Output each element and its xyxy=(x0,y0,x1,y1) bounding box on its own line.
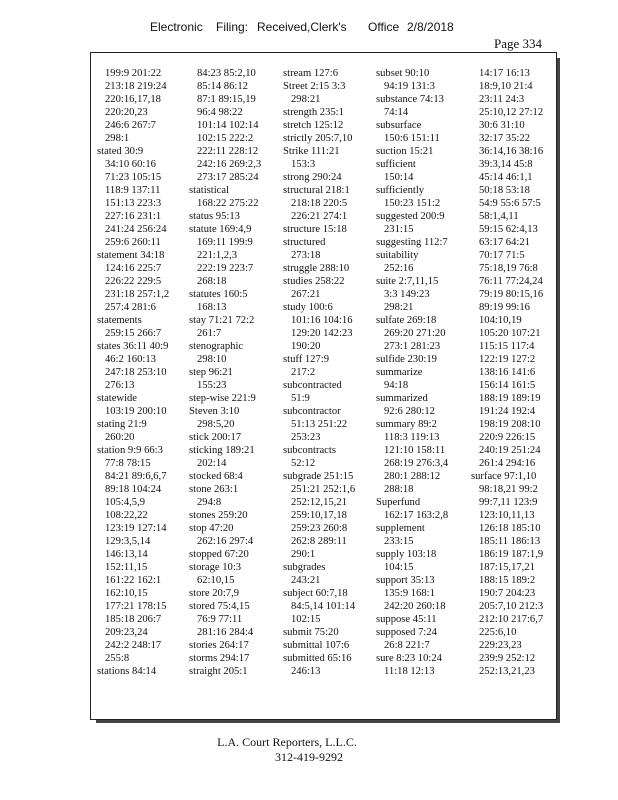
index-line: 52:12 xyxy=(291,458,316,469)
index-line: sure 8:23 10:24 xyxy=(376,653,442,664)
index-line: 153:3 xyxy=(291,159,316,170)
index-line: Street 2:15 3:3 xyxy=(283,81,346,92)
index-line: 76:9 77:11 xyxy=(197,614,243,625)
index-line: straight 205:1 xyxy=(189,666,248,677)
index-line: store 20:7,9 xyxy=(189,588,240,599)
index-line: 51:9 xyxy=(291,393,310,404)
index-line: 273:18 xyxy=(291,250,321,261)
index-line: 298:10 xyxy=(197,354,227,365)
index-line: stories 264:17 xyxy=(189,640,249,651)
index-line: stretch 125:12 xyxy=(283,120,344,131)
index-line: sulfide 230:19 xyxy=(376,354,437,365)
index-line: 30:6 31:10 xyxy=(479,120,525,131)
index-line: 3:3 149:23 xyxy=(384,289,430,300)
index-column xyxy=(471,67,543,678)
index-column xyxy=(97,67,169,678)
index-line: 94:19 131:3 xyxy=(384,81,435,92)
index-line: 11:18 12:13 xyxy=(384,666,435,677)
index-line: 150:23 151:2 xyxy=(384,198,441,209)
index-line: suite 2:7,11,15 xyxy=(376,276,439,287)
index-line: 280:1 288:12 xyxy=(384,471,441,482)
index-line: 54:9 55:6 57:5 xyxy=(479,198,541,209)
index-line: subsurface xyxy=(376,120,422,131)
index-line: 177:21 178:15 xyxy=(105,601,167,612)
index-line: 212:10 217:6,7 xyxy=(479,614,544,625)
index-line: 251:21 252:1,6 xyxy=(291,484,356,495)
index-line: Steven 3:10 xyxy=(189,406,240,417)
index-line: 14:17 16:13 xyxy=(479,68,530,79)
index-line: 76:11 77:24,24 xyxy=(479,276,543,287)
index-line: 102:15 xyxy=(291,614,321,625)
index-line: 257:4 281:6 xyxy=(105,302,156,313)
index-line: 138:16 141:6 xyxy=(479,367,536,378)
index-line: 84:23 85:2,10 xyxy=(197,68,256,79)
index-line: 288:18 xyxy=(384,484,414,495)
index-line: submitted 65:16 xyxy=(283,653,352,664)
index-line: 186:19 187:1,9 xyxy=(479,549,544,560)
index-line: 36:14,16 38:16 xyxy=(479,146,544,157)
index-line: 168:22 275:22 xyxy=(197,198,259,209)
index-line: structural 218:1 xyxy=(283,185,350,196)
index-line: strictly 205:7,10 xyxy=(283,133,353,144)
index-line: 298:21 xyxy=(291,94,321,105)
index-line: 150:14 xyxy=(384,172,414,183)
index-line: 124:16 225:7 xyxy=(105,263,162,274)
index-line: stopped 67:20 xyxy=(189,549,249,560)
index-line: 50:18 53:18 xyxy=(479,185,530,196)
index-line: 246:6 267:7 xyxy=(105,120,156,131)
index-line: 32:17 35:22 xyxy=(479,133,530,144)
index-line: 226:21 274:1 xyxy=(291,211,348,222)
index-line: 123:19 127:14 xyxy=(105,523,167,534)
index-line: stay 71:21 72:2 xyxy=(189,315,255,326)
index-line: 220:16,17,18 xyxy=(105,94,161,105)
index-line: sticking 189:21 xyxy=(189,445,255,456)
index-line: subcontracted xyxy=(283,380,342,391)
index-line: 87:1 89:15,19 xyxy=(197,94,256,105)
index-line: 188:15 189:2 xyxy=(479,575,536,586)
index-line: 227:16 231:1 xyxy=(105,211,162,222)
index-line: studies 258:22 xyxy=(283,276,345,287)
index-line: 89:19 99:16 xyxy=(479,302,530,313)
index-line: 85:14 86:12 xyxy=(197,81,248,92)
index-line: 162:10,15 xyxy=(105,588,148,599)
index-line: strong 290:24 xyxy=(283,172,342,183)
index-line: 162:17 163:2,8 xyxy=(384,510,449,521)
index-line: 221:1,2,3 xyxy=(197,250,238,261)
index-line: 202:14 xyxy=(197,458,227,469)
index-line: stenographic xyxy=(189,341,244,352)
index-line: 225:6,10 xyxy=(479,627,517,638)
index-line: subject 60:7,18 xyxy=(283,588,348,599)
index-line: 268:18 xyxy=(197,276,227,287)
index-line: 190:7 204:23 xyxy=(479,588,536,599)
index-line: 126:18 185:10 xyxy=(479,523,541,534)
index-line: 276:13 xyxy=(105,380,135,391)
index-line: 51:13 251:22 xyxy=(291,419,348,430)
index-line: stored 75:4,15 xyxy=(189,601,250,612)
index-line: 115:15 117:4 xyxy=(479,341,535,352)
index-line: 243:21 xyxy=(291,575,321,586)
index-line: sulfate 269:18 xyxy=(376,315,437,326)
index-line: 118:9 137:11 xyxy=(105,185,161,196)
index-line: summarize xyxy=(376,367,423,378)
index-line: 123:10,11,13 xyxy=(479,510,535,521)
frame-shadow-bottom xyxy=(96,720,560,723)
index-line: suitability xyxy=(376,250,419,261)
index-line: suggesting 112:7 xyxy=(376,237,448,248)
header-office: Office xyxy=(368,20,400,34)
index-line: 46:2 160:13 xyxy=(105,354,156,365)
index-line: 242:2 248:17 xyxy=(105,640,162,651)
index-line: 222:19 223:7 xyxy=(197,263,254,274)
index-line: submittal 107:6 xyxy=(283,640,350,651)
index-line: stating 21:9 xyxy=(97,419,147,430)
index-line: 146:13,14 xyxy=(105,549,148,560)
index-line: station 9:9 66:3 xyxy=(97,445,163,456)
index-line: strength 235:1 xyxy=(283,107,344,118)
index-line: 151:13 223:3 xyxy=(105,198,162,209)
index-line: statute 169:4,9 xyxy=(189,224,252,235)
index-line: 198:19 208:10 xyxy=(479,419,541,430)
index-line: 191:24 192:4 xyxy=(479,406,536,417)
index-line: 45:14 46:1,1 xyxy=(479,172,533,183)
index-line: 71:23 105:15 xyxy=(105,172,162,183)
index-line: 135:9 168:1 xyxy=(384,588,435,599)
index-line: stuff 127:9 xyxy=(283,354,330,365)
index-line: Superfund xyxy=(376,497,421,508)
index-line: 294:8 xyxy=(197,497,222,508)
index-line: 102:15 222:2 xyxy=(197,133,254,144)
index-line: 261:7 xyxy=(197,328,222,339)
index-line: 190:20 xyxy=(291,341,321,352)
index-line: 267:21 xyxy=(291,289,321,300)
index-line: submit 75:20 xyxy=(283,627,339,638)
index-line: 298:1 xyxy=(105,133,130,144)
index-line: 259:6 260:11 xyxy=(105,237,161,248)
index-line: subset 90:10 xyxy=(376,68,430,79)
index-line: 269:20 271:20 xyxy=(384,328,446,339)
index-line: 168:13 xyxy=(197,302,227,313)
index-line: 25:10,12 27:12 xyxy=(479,107,544,118)
page-number: Page 334 xyxy=(494,36,543,51)
index-line: subcontractor xyxy=(283,406,341,417)
index-line: suppose 45:11 xyxy=(376,614,437,625)
index-line: 129:20 142:23 xyxy=(291,328,353,339)
index-line: stocked 68:4 xyxy=(189,471,243,482)
index-line: stated 30:9 xyxy=(97,146,144,157)
index-line: 187:15,17,21 xyxy=(479,562,535,573)
index-line: 84:5,14 101:14 xyxy=(291,601,356,612)
index-line: 222:11 228:12 xyxy=(197,146,259,157)
index-line: 259:15 266:7 xyxy=(105,328,162,339)
index-line: 231:15 xyxy=(384,224,414,235)
index-line: 298:21 xyxy=(384,302,414,313)
index-line: substance 74:13 xyxy=(376,94,444,105)
index-line: summary 89:2 xyxy=(376,419,437,430)
index-line: 84:21 89:6,6,7 xyxy=(105,471,167,482)
index-line: stick 200:17 xyxy=(189,432,242,443)
header-electronic: Electronic xyxy=(150,20,203,34)
index-line: 94:18 xyxy=(384,380,409,391)
index-line: study 100:6 xyxy=(283,302,333,313)
index-line: 247:18 253:10 xyxy=(105,367,167,378)
index-frame xyxy=(90,52,557,720)
index-line: 185:11 186:13 xyxy=(479,536,541,547)
index-line: 231:18 257:1,2 xyxy=(105,289,170,300)
index-line: 118:3 119:13 xyxy=(384,432,440,443)
index-line: 273:1 281:23 xyxy=(384,341,441,352)
index-line: 209:23,24 xyxy=(105,627,148,638)
index-line: 101:16 104:16 xyxy=(291,315,353,326)
index-line: 239:9 252:12 xyxy=(479,653,536,664)
header-received: Received,Clerk's xyxy=(257,20,347,34)
index-line: 161:22 162:1 xyxy=(105,575,162,586)
index-line: suggested 200:9 xyxy=(376,211,445,222)
index-line: storms 294:17 xyxy=(189,653,250,664)
index-line: subcontracts xyxy=(283,445,336,456)
index-line: 241:24 256:24 xyxy=(105,224,167,235)
index-line: 259:23 260:8 xyxy=(291,523,348,534)
index-line: 79:19 80:15,16 xyxy=(479,289,544,300)
index-line: 240:19 251:24 xyxy=(479,445,541,456)
index-line: 242:20 260:18 xyxy=(384,601,446,612)
index-line: step 96:21 xyxy=(189,367,233,378)
index-line: 104:15 xyxy=(384,562,414,573)
index-line: stations 84:14 xyxy=(97,666,157,677)
index-line: 156:14 161:5 xyxy=(479,380,536,391)
index-line: statutes 160:5 xyxy=(189,289,248,300)
index-line: 169:11 199:9 xyxy=(197,237,253,248)
index-line: 260:20 xyxy=(105,432,135,443)
index-line: 105:4,5,9 xyxy=(105,497,146,508)
index-line: 34:10 60:16 xyxy=(105,159,156,170)
index-line: 233:15 xyxy=(384,536,414,547)
index-line: 298:5,20 xyxy=(197,419,235,430)
index-line: 253:23 xyxy=(291,432,321,443)
index-line: 70:17 71:5 xyxy=(479,250,525,261)
index-line: 242:16 269:2,3 xyxy=(197,159,262,170)
index-line: 122:19 127:2 xyxy=(479,354,536,365)
index-line: supply 103:18 xyxy=(376,549,437,560)
index-line: status 95:13 xyxy=(189,211,240,222)
index-line: 185:18 206:7 xyxy=(105,614,162,625)
index-line: supposed 7:24 xyxy=(376,627,437,638)
index-line: 262:16 297:4 xyxy=(197,536,254,547)
index-line: stone 263:1 xyxy=(189,484,239,495)
index-line: 129:3,5,14 xyxy=(105,536,151,547)
index-line: 62:10,15 xyxy=(197,575,235,586)
index-line: 262:8 289:11 xyxy=(291,536,347,547)
index-line: 104:10,19 xyxy=(479,315,522,326)
index-line: 89:18 104:24 xyxy=(105,484,162,495)
index-line: 74:14 xyxy=(384,107,409,118)
index-column xyxy=(189,67,261,678)
index-line: 252:13,21,23 xyxy=(479,666,535,677)
index-column xyxy=(283,67,355,678)
index-line: 255:8 xyxy=(105,653,130,664)
index-line: subgrade 251:15 xyxy=(283,471,354,482)
index-line: 18:9,10 21:4 xyxy=(479,81,533,92)
index-line: states 36:11 40:9 xyxy=(97,341,169,352)
index-line: 26:8 221:7 xyxy=(384,640,430,651)
index-line: stones 259:20 xyxy=(189,510,248,521)
index-line: 205:7,10 212:3 xyxy=(479,601,544,612)
index-line: 105:20 107:21 xyxy=(479,328,541,339)
index-line: 92:6 280:12 xyxy=(384,406,435,417)
index-line: 252:12,15,21 xyxy=(291,497,347,508)
index-line: 58:1,4,11 xyxy=(479,211,519,222)
index-column xyxy=(376,67,448,678)
index-line: 77:8 78:15 xyxy=(105,458,151,469)
index-line: 75:18,19 76:8 xyxy=(479,263,538,274)
index-line: 150:6 151:11 xyxy=(384,133,440,144)
index-line: statement 34:18 xyxy=(97,250,165,261)
index-line: 152:11,15 xyxy=(105,562,148,573)
header-filing: Filing: xyxy=(216,20,249,34)
index-line: 108:22,22 xyxy=(105,510,148,521)
index-line: 98:18,21 99:2 xyxy=(479,484,538,495)
index-line: 281:16 284:4 xyxy=(197,627,254,638)
index-line: 188:19 189:19 xyxy=(479,393,541,404)
index-line: structured xyxy=(283,237,326,248)
index-line: summarized xyxy=(376,393,428,404)
index-line: 59:15 62:4,13 xyxy=(479,224,538,235)
index-line: 290:1 xyxy=(291,549,316,560)
index-line: 99:7,11 123:9 xyxy=(479,497,538,508)
index-line: 246:13 xyxy=(291,666,321,677)
index-line: statistical xyxy=(189,185,230,196)
index-line: 96:4 98:22 xyxy=(197,107,243,118)
index-line: structure 15:18 xyxy=(283,224,347,235)
index-line: sufficient xyxy=(376,159,416,170)
index-line: 39:3,14 45:8 xyxy=(479,159,533,170)
index-line: storage 10:3 xyxy=(189,562,242,573)
index-line: 217:2 xyxy=(291,367,316,378)
index-line: 226:22 229:5 xyxy=(105,276,162,287)
index-line: 155:23 xyxy=(197,380,227,391)
index-line: surface 97:1,10 xyxy=(471,471,537,482)
index-line: 218:18 220:5 xyxy=(291,198,348,209)
index-line: 103:19 200:10 xyxy=(105,406,167,417)
index-line: 213:18 219:24 xyxy=(105,81,167,92)
index-line: support 35:13 xyxy=(376,575,435,586)
index-line: statewide xyxy=(97,393,138,404)
index-line: subgrades xyxy=(283,562,326,573)
index-line: stream 127:6 xyxy=(283,68,339,79)
index-line: 259:10,17,18 xyxy=(291,510,347,521)
index-line: 23:11 24:3 xyxy=(479,94,525,105)
index-line: 261:4 294:16 xyxy=(479,458,536,469)
frame-shadow-right xyxy=(557,58,560,723)
index-line: 121:10 158:11 xyxy=(384,445,446,456)
header-date: 2/8/2018 xyxy=(407,20,454,34)
index-line: 220:9 226:15 xyxy=(479,432,536,443)
index-line: 63:17 64:21 xyxy=(479,237,530,248)
index-line: stop 47:20 xyxy=(189,523,234,534)
index-line: 229:23,23 xyxy=(479,640,522,651)
index-line: suction 15:21 xyxy=(376,146,434,157)
index-line: 199:9 201:22 xyxy=(105,68,162,79)
footer-company: L.A. Court Reporters, L.L.C. xyxy=(217,735,357,749)
index-line: 273:17 285:24 xyxy=(197,172,259,183)
index-line: Strike 111:21 xyxy=(283,146,340,157)
index-line: 101:14 102:14 xyxy=(197,120,259,131)
index-line: 268:19 276:3,4 xyxy=(384,458,449,469)
index-line: supplement xyxy=(376,523,425,534)
index-line: statements xyxy=(97,315,142,326)
index-line: struggle 288:10 xyxy=(283,263,350,274)
index-line: sufficiently xyxy=(376,185,425,196)
footer-phone: 312-419-9292 xyxy=(275,750,343,764)
index-line: step-wise 221:9 xyxy=(189,393,256,404)
index-line: 252:16 xyxy=(384,263,414,274)
index-line: 220:20,23 xyxy=(105,107,148,118)
